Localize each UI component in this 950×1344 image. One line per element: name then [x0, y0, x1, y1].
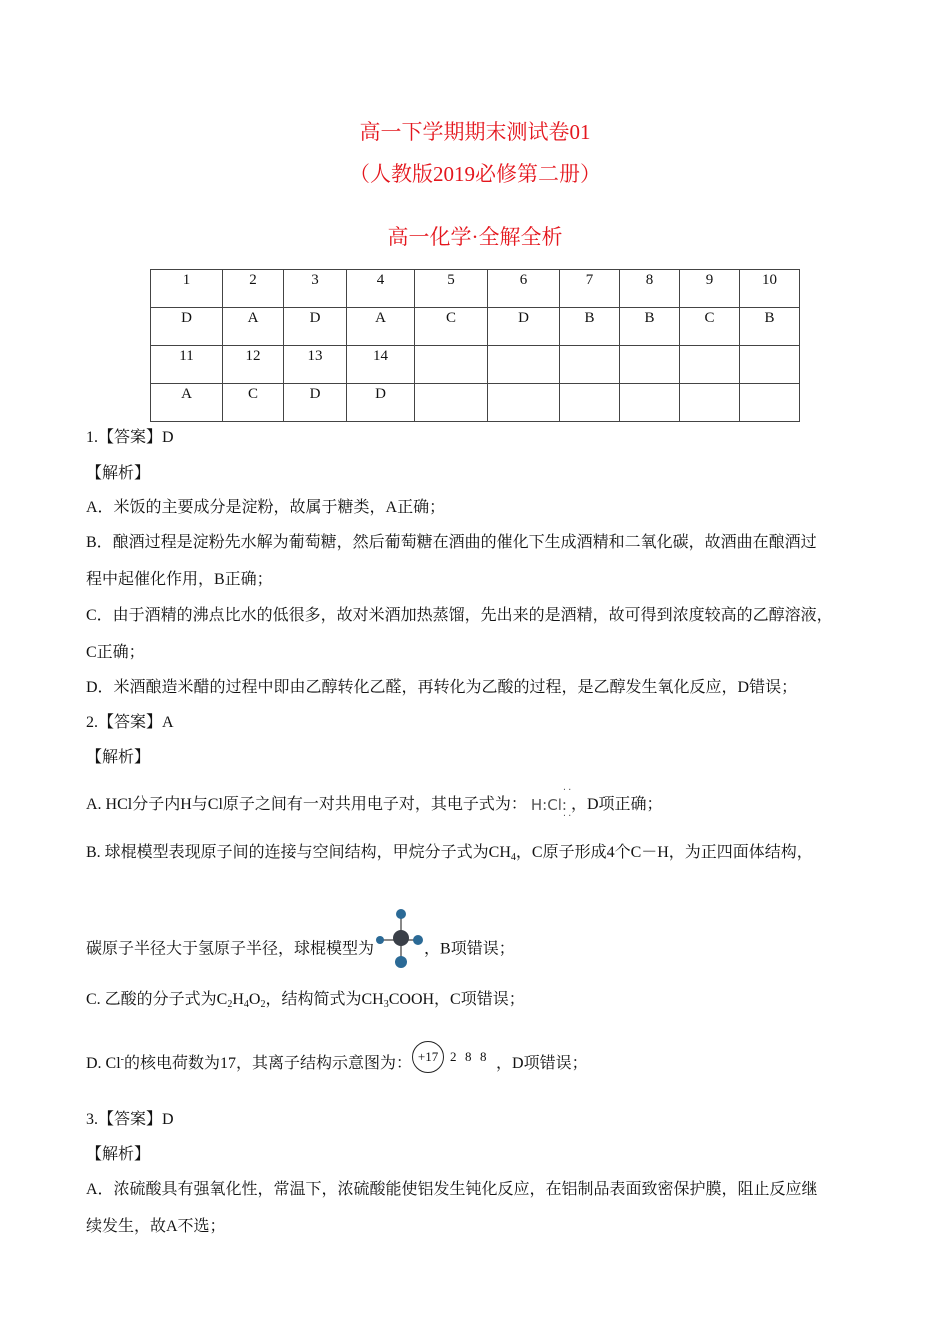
- table-cell: D: [488, 308, 560, 346]
- text: ，结构简式为CH: [265, 991, 384, 1008]
- table-cell: D: [347, 384, 415, 422]
- table-cell: 11: [151, 346, 223, 384]
- doc-subtitle: （人教版2019必修第二册）: [349, 162, 601, 186]
- table-cell: D: [151, 308, 223, 346]
- subscript: 2: [260, 999, 266, 1010]
- table-cell: [740, 346, 800, 384]
- methane-ball-stick-model: [374, 908, 424, 970]
- text: C. 乙酸的分子式为C: [86, 991, 228, 1008]
- table-row: [151, 384, 800, 422]
- subscript: 2: [227, 999, 233, 1010]
- table-cell: 10: [740, 270, 800, 308]
- text: D. Cl: [86, 1055, 121, 1072]
- text: 的核电荷数为17，其离子结构示意图为：: [124, 1055, 413, 1072]
- table-cell: 9: [680, 270, 740, 308]
- table-cell: D: [284, 384, 347, 422]
- table-cell: A: [151, 384, 223, 422]
- table-cell: [740, 384, 800, 422]
- table-cell: C: [680, 308, 740, 346]
- table-cell: [415, 346, 488, 384]
- table-cell: [415, 384, 488, 422]
- q1-option-a: A．米饭的主要成分是淀粉，故属于糖类，A正确；: [86, 499, 446, 516]
- table-cell: C: [223, 384, 284, 422]
- text: H: [232, 991, 244, 1008]
- text: A. HCl分子内H与Cl原子之间有一对共用电子对，其电子式为：: [86, 796, 527, 813]
- table-cell: A: [347, 308, 415, 346]
- table-row: [151, 346, 800, 384]
- q1-option-c-cont: C正确；: [86, 644, 145, 661]
- q1-option-b: B．酿酒过程是淀粉先水解为葡萄糖，然后葡萄糖在酒曲的催化下生成酒精和二氧化碳，故酒曲在酿酒过: [86, 534, 817, 551]
- q2-option-c: [86, 990, 525, 1015]
- table-cell: B: [620, 308, 680, 346]
- table-cell: A: [223, 308, 284, 346]
- shell-electrons: 8: [480, 1049, 487, 1065]
- q2-analysis-label: 【解析】: [86, 749, 151, 766]
- table-row: [151, 308, 800, 346]
- table-cell: 6: [488, 270, 560, 308]
- table-cell: 12: [223, 346, 284, 384]
- section-title: 高一化学·全解全析: [387, 225, 563, 249]
- chloride-ion-structure-diagram: [412, 1037, 496, 1077]
- table-cell: C: [415, 308, 488, 346]
- text: O: [248, 991, 261, 1008]
- text: B. 球棍模型表现原子间的连接与空间结构，甲烷分子式为CH: [86, 844, 511, 861]
- table-cell: 13: [284, 346, 347, 384]
- q1-option-c: C．由于酒精的沸点比水的低很多，故对米酒加热蒸馏，先出来的是酒精，故可得到浓度较高的乙醇溶液，: [86, 607, 833, 624]
- q3-answer: 3.【答案】D: [86, 1111, 174, 1128]
- q2-option-b-cont: [86, 930, 515, 970]
- table-cell: D: [284, 308, 347, 346]
- q2-answer: 2.【答案】A: [86, 714, 174, 731]
- q2-option-b: [86, 843, 813, 868]
- shell-electrons: 2: [450, 1049, 457, 1065]
- table-cell: 3: [284, 270, 347, 308]
- table-cell: [488, 346, 560, 384]
- superscript: -: [120, 1054, 125, 1065]
- answer-table: [150, 269, 800, 422]
- formula-text: H:Cl:: [530, 796, 567, 815]
- subscript: 4: [243, 999, 249, 1010]
- q1-analysis-label: 【解析】: [86, 465, 151, 482]
- text: ，D项正确；: [570, 796, 663, 813]
- text: ，B项错误；: [424, 940, 515, 958]
- table-row: [151, 270, 800, 308]
- q3-analysis-label: 【解析】: [86, 1146, 151, 1163]
- hcl-electron-formula: H:Cl: ·· ··: [530, 785, 574, 823]
- table-cell: 7: [560, 270, 620, 308]
- text: 碳原子半径大于氢原子半径，球棍模型为: [86, 940, 375, 958]
- q1-answer: 1.【答案】D: [86, 429, 174, 446]
- table-cell: [560, 346, 620, 384]
- text: COOH，C项错误；: [388, 991, 525, 1008]
- q3-option-a: A．浓硫酸具有强氧化性，常温下，浓硫酸能使铝发生钝化反应，在铝制品表面致密保护膜，阻止反应继: [86, 1181, 818, 1198]
- table-cell: [680, 346, 740, 384]
- q3-option-a-cont: 续发生，故A不选；: [86, 1218, 226, 1235]
- table-cell: [560, 384, 620, 422]
- table-cell: 5: [415, 270, 488, 308]
- text: ，D项错误；: [496, 1055, 588, 1072]
- table-cell: 4: [347, 270, 415, 308]
- text: ，C原子形成4个C－H，为正四面体结构，: [515, 844, 813, 861]
- table-cell: [620, 346, 680, 384]
- table-cell: B: [740, 308, 800, 346]
- table-cell: [620, 384, 680, 422]
- q1-option-b-cont: 程中起催化作用，B正确；: [86, 571, 273, 588]
- doc-title: 高一下学期期末测试卷01: [359, 120, 591, 144]
- table-cell: [488, 384, 560, 422]
- q2-option-d: [86, 1050, 588, 1077]
- subscript: 4: [510, 852, 516, 863]
- table-cell: 1: [151, 270, 223, 308]
- subscript: 3: [383, 999, 389, 1010]
- q1-option-d: D．米酒酿造米醋的过程中即由乙醇转化乙醛，再转化为乙酸的过程，是乙醇发生氧化反应，D错误；: [86, 679, 798, 696]
- table-cell: 8: [620, 270, 680, 308]
- table-cell: 14: [347, 346, 415, 384]
- shell-electrons: 8: [465, 1049, 472, 1065]
- nucleus-label: +17: [412, 1041, 444, 1073]
- q2-option-a: [86, 785, 663, 823]
- table-cell: [680, 384, 740, 422]
- table-cell: 2: [223, 270, 284, 308]
- table-cell: B: [560, 308, 620, 346]
